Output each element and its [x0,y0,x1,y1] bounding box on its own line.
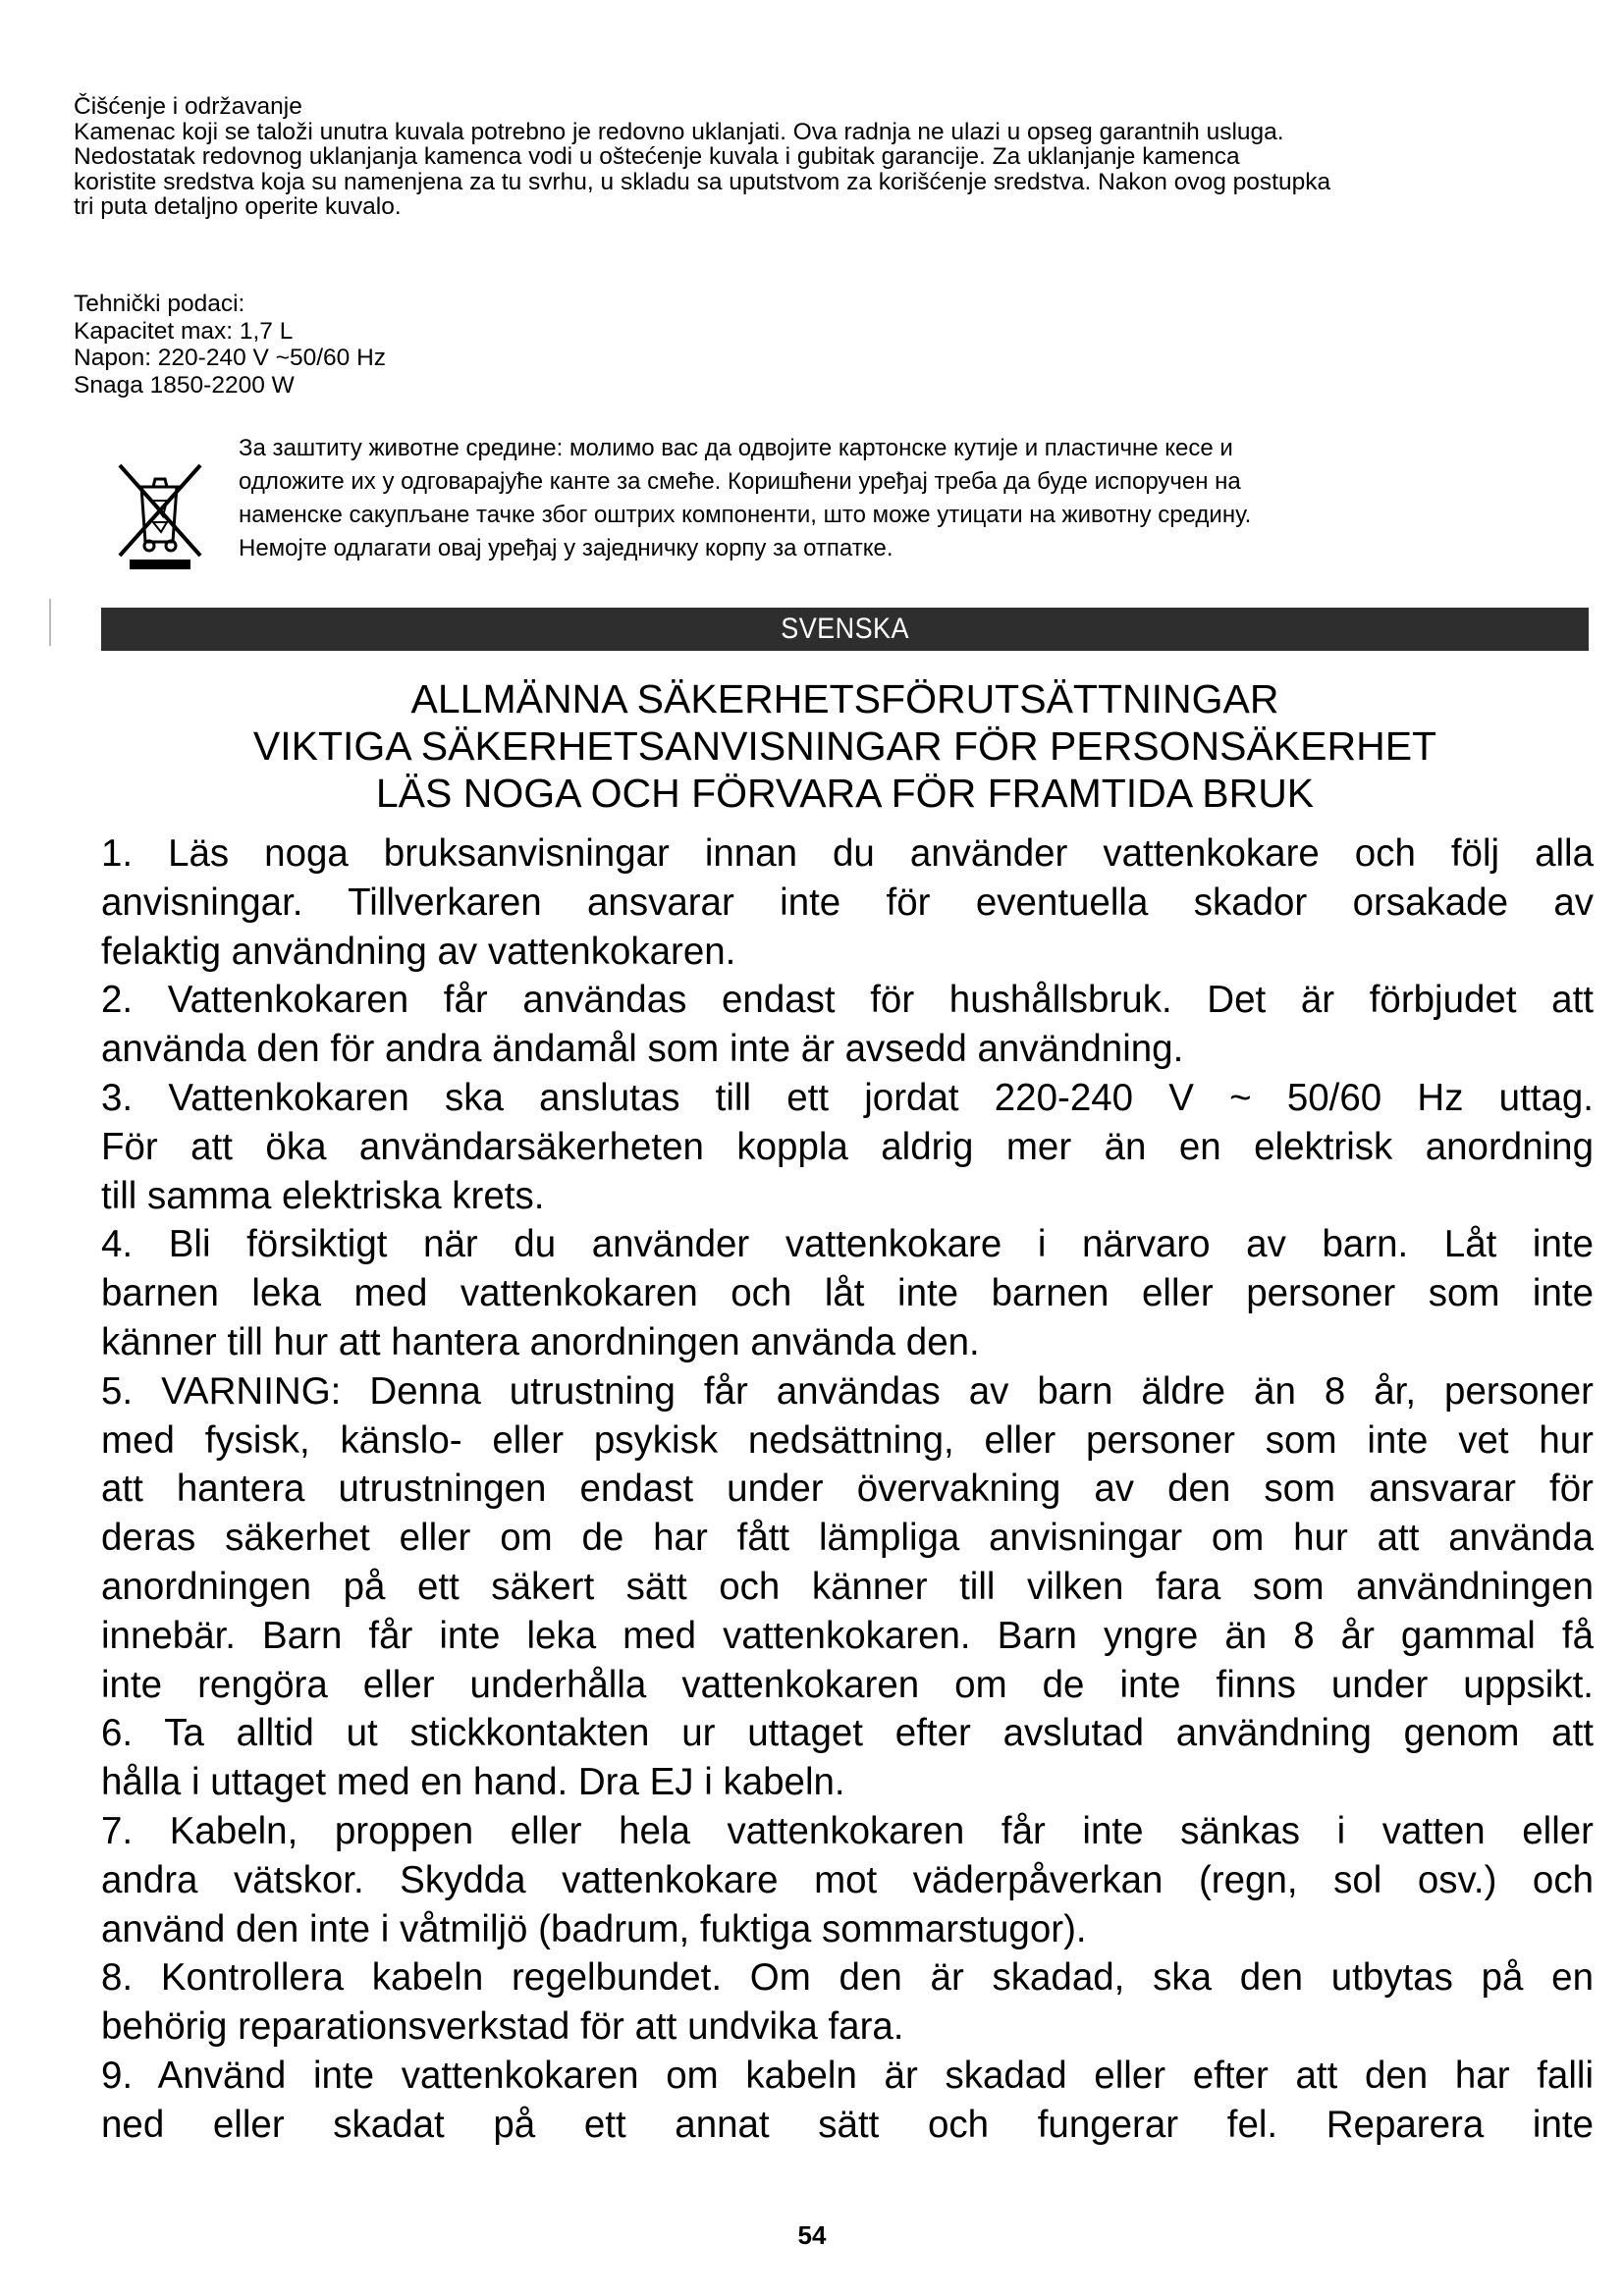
cleaning-heading: Čišćenje i održavanje [74,93,302,120]
instruction-line: känner till hur att hantera anordningen använda den. [101,1320,980,1363]
page-number: 54 [797,2220,827,2250]
instruction-line: För att öka användarsäkerheten koppla aldrig mer än en elektrisk anordning [101,1125,1594,1168]
safety-headings [101,675,1589,817]
technical-specs [74,291,386,399]
instruction-line: barnen leka med vattenkokaren och låt inte barnen eller personer som inte [101,1272,1594,1315]
safety-instructions [101,829,1594,2150]
disposal-notice [239,432,1515,565]
specs-heading: Tehnički podaci: [74,291,245,317]
cleaning-section [74,94,1591,220]
heading-read: LÄS NOGA OCH FÖRVARA FÖR FRAMTIDA BRUK [375,771,1315,816]
heading-important: VIKTIGA SÄKERHETSANVISNINGAR FÖR PERSONSÄKERHET [252,723,1437,769]
instruction-line: 4. Bli försiktigt när du använder vattenkokare i närvaro av barn. Låt inte [101,1223,1594,1266]
instruction-line: 2. Vattenkokaren får användas endast för hushållsbruk. Det är förbjudet att [101,979,1594,1022]
cleaning-line: koristite sredstva koja su namenjena za tu svrhu, u skladu sa uputstvom za korišćenje sredstva. Nakon ovog postupka [74,168,1331,195]
instruction-line: 6. Ta alltid ut stickkontakten ur uttaget efter avslutad användning genom att [101,1712,1594,1755]
instruction-line: felaktig användning av vattenkokaren. [101,930,736,973]
instruction-line: innebär. Barn får inte leka med vattenkokaren. Barn yngre än 8 år gammal få [101,1614,1594,1657]
instruction-line: andra vätskor. Skydda vattenkokare mot väderpåverkan (regn, sol osv.) och [101,1858,1594,1901]
instruction-line: 8. Kontrollera kabeln regelbundet. Om den är skadad, ska den utbytas på en [101,1956,1594,2000]
cleaning-line: Kamenac koji se taloži unutra kuvala potrebno je redovno uklanjati. Ova radnja ne ulazi u opseg garantnih usluga. [74,118,1284,145]
disposal-line: За заштиту животне средине: молимо вас да одвојите картонске кутије и пластичне кесе и [239,435,1233,461]
spec-power: Snaga 1850-2200 W [74,371,295,399]
heading-general: ALLMÄNNA SÄKERHETSFÖRUTSÄTTNINGAR [410,676,1279,721]
instruction-line: anordningen på ett säkert sätt och känner till vilken fara som användningen [101,1565,1594,1608]
language-label: SVENSKA [781,613,909,645]
language-banner [101,608,1589,651]
instruction-line: till samma elektriska krets. [101,1174,545,1217]
spec-voltage: Napon: 220-240 V ~50/60 Hz [74,345,387,371]
disposal-line: одложите их у одговарајуће канте за смеће. Коришћени уређај треба да буде испоручен на [239,468,1241,495]
instruction-line: deras säkerhet eller om de har fått lämpliga anvisningar om hur att använda [101,1517,1594,1560]
instruction-line: att hantera utrustningen endast under övervakning av den som ansvarar för [101,1468,1594,1511]
instruction-line: använda den för andra ändamål som inte är avsedd användning. [101,1028,1184,1071]
disposal-line: наменске сакупљане тачке због оштрих компоненти, што може утицати на животну средину. [239,502,1252,528]
instruction-line: använd den inte i våtmiljö (badrum, fuktiga sommarstugor). [101,1907,1087,1950]
instruction-line: 7. Kabeln, proppen eller hela vattenkokaren får inte sänkas i vatten eller [101,1809,1594,1852]
instruction-line: hålla i uttaget med en hand. Dra EJ i kabeln. [101,1761,845,1804]
margin-mark [49,599,51,646]
instruction-line: 3. Vattenkokaren ska anslutas till ett jordat 220-240 V ~ 50/60 Hz uttag. [101,1076,1594,1119]
instruction-line: inte rengöra eller underhålla vattenkokaren om de inte finns under uppsikt. [101,1663,1594,1706]
cleaning-line: Nedostatak redovnog uklanjanja kamenca vodi u oštećenje kuvala i gubitak garancije. Za uklanjanje kamenca [74,143,1240,170]
disposal-line: Немојте одлагати овај уређај у заједничку корпу за отпатке. [239,535,893,561]
instruction-line: behörig reparationsverkstad för att undvika fara. [101,2005,904,2049]
instruction-line: anvisningar. Tillverkaren ansvarar inte för eventuella skador orsakade av [101,881,1594,924]
crossed-out-wheelie-bin-icon [116,457,204,573]
instruction-line: med fysisk, känslo- eller psykisk nedsättning, eller personer som inte vet hur [101,1418,1594,1462]
cleaning-line: tri puta detaljno operite kuvalo. [74,193,402,220]
spec-capacity: Kapacitet max: 1,7 L [74,317,294,345]
instruction-line: 9. Använd inte vattenkokaren om kabeln är skadad eller efter att den har falli [101,2054,1594,2097]
instruction-line: ned eller skadat på ett annat sätt och fungerar fel. Reparera inte [101,2103,1594,2146]
instruction-line: 1. Läs noga bruksanvisningar innan du använder vattenkokare och följ alla [101,832,1594,875]
instruction-line: 5. VARNING: Denna utrustning får användas av barn äldre än 8 år, personer [101,1369,1594,1413]
